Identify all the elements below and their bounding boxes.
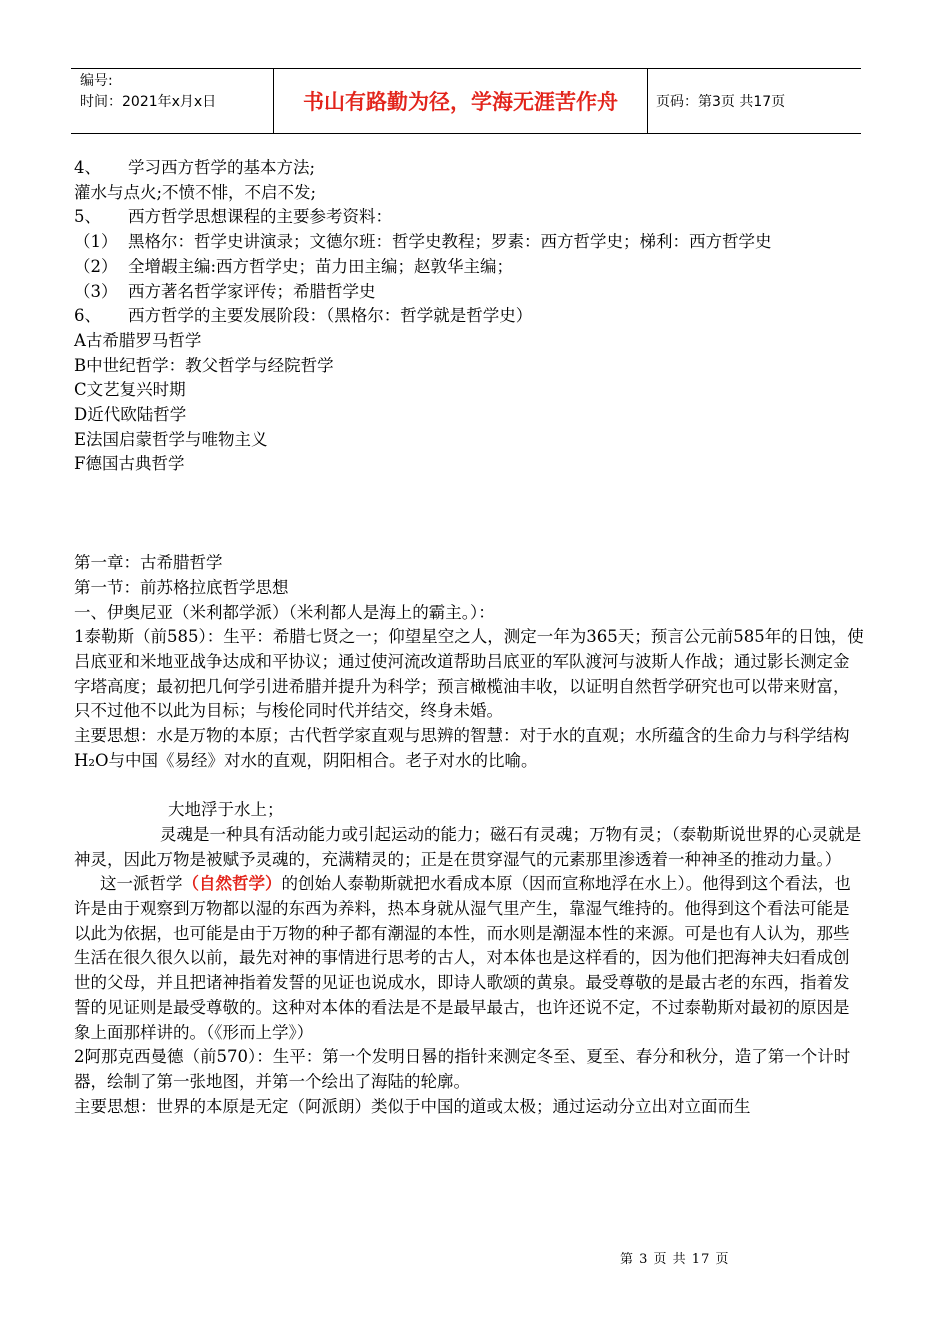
- time-label: 时间：2021年x月x日: [80, 94, 217, 110]
- paragraph: 主要思想：世界的本原是无定（阿派朗）类似于中国的道或太极；通过运动分立出对立面而生: [74, 1096, 751, 1116]
- header-page-label: 页码：第3页 共17页: [656, 94, 786, 110]
- header-meta: [71, 69, 274, 133]
- stage-item: F德国古典哲学: [74, 454, 185, 474]
- paragraph: 2阿那克西曼德（前570）：生平：第一个发明日晷的指针来测定冬至、夏至、春分和秋分，造了第一个计时器，绘制了第一张地图，并第一个绘出了海陆的轮廓。: [74, 1047, 851, 1091]
- subsection-heading: 一、伊奥尼亚（米利都学派）（米利都人是海上的霸主。）：: [74, 602, 495, 622]
- list-item: 5、 西方哲学思想课程的主要参考资料：: [74, 207, 392, 227]
- page-footer: 第 3 页 共 17 页: [620, 1252, 730, 1267]
- list-item: （1） 黑格尔：哲学史讲演录；文德尔班：哲学史教程；罗素：西方哲学史；梯利：西方哲学史: [74, 232, 772, 252]
- paragraph: 灵魂是一种具有活动能力或引起运动的能力；磁石有灵魂；万物有灵；（泰勒斯说世界的心灵就是神灵，因此万物是被赋予灵魂的，充满精灵的；正是在贯穿湿气的元素那里渗透着一种神圣的推动力量。）: [74, 824, 862, 869]
- list-item: 6、 西方哲学的主要发展阶段：（黑格尔：哲学就是哲学史）: [74, 306, 533, 326]
- paragraph: 主要思想：水是万物的本原；古代哲学家直观与思辨的智慧：对于水的直观；水所蕴含的生命力与科学结构H₂O与中国《易经》对水的直观，阴阳相合。老子对水的比喻。: [74, 726, 850, 770]
- page-header: [71, 68, 861, 134]
- stage-item: E法国启蒙哲学与唯物主义: [74, 429, 268, 449]
- paragraph: 大地浮于水上；: [168, 800, 284, 820]
- stage-item: B中世纪哲学：教父哲学与经院哲学: [74, 355, 334, 375]
- document-body: [74, 156, 864, 1119]
- paragraph: 1泰勒斯（前585）：生平：希腊七贤之一；仰望星空之人，测定一年为365天；预言公元前585年的日蚀，使吕底亚和米地亚战争达成和平协议；通过使河流改道帮助吕底亚的军队渡河与波斯人作战；通过影长测定金字塔高度；最初把几何学引进希腊并提升为科学；预言橄榄油丰收，以证明自然哲学研究也可以带来财富，只不过他不以此为目标；与梭伦同时代并结交，终身未婚。: [74, 627, 864, 721]
- paragraph: 灌水与点火;不愤不悱，不启不发;: [74, 182, 317, 202]
- chapter-heading: 第一章：古希腊哲学: [74, 553, 223, 573]
- list-item: 4、 学习西方哲学的基本方法;: [74, 158, 316, 177]
- stage-item: C文艺复兴时期: [74, 380, 186, 400]
- section-heading: 第一节：前苏格拉底哲学思想: [74, 577, 289, 597]
- list-item: （2） 全增嘏主编:西方哲学史；苗力田主编；赵敦华主编；: [74, 256, 514, 276]
- list-item: （3） 西方著名哲学家评传；希腊哲学史: [74, 281, 376, 301]
- number-label: 编号:: [80, 73, 113, 89]
- quote-paragraph: 这一派哲学（自然哲学）的创始人泰勒斯就把水看成本原（因而宣称地浮在水上）。他得到这个看法，也许是由于观察到万物都以湿的东西为养料，热本身就从湿气里产生，靠湿气维持的。他得到这个看法可能是以此为依据，也可能是由于万物的种子都有潮湿的本性，而水则是潮湿本性的来源。可是也有人认为，那些生活在很久很久以前，最先对神的事情进行思考的古人，对本体也是这样看的，因为他们把海神夫妇看成创世的父母，并且把诸神指着发誓的见证也说成水，即诗人歌颂的黄泉。最受尊敬的是最古老的东西，指着发誓的见证则是最受尊敬的。这种对本体的看法是不是最早最古，也许还说不定，不过泰勒斯对最初的原因是象上面那样讲的。（《形而上学》）: [74, 874, 851, 1042]
- stage-item: D近代欧陆哲学: [74, 405, 187, 425]
- header-motto: 书山有路勤为径，学海无涯苦作舟: [274, 69, 648, 133]
- highlight-text: （自然哲学）: [182, 874, 282, 894]
- stage-item: A古希腊罗马哲学: [74, 330, 202, 350]
